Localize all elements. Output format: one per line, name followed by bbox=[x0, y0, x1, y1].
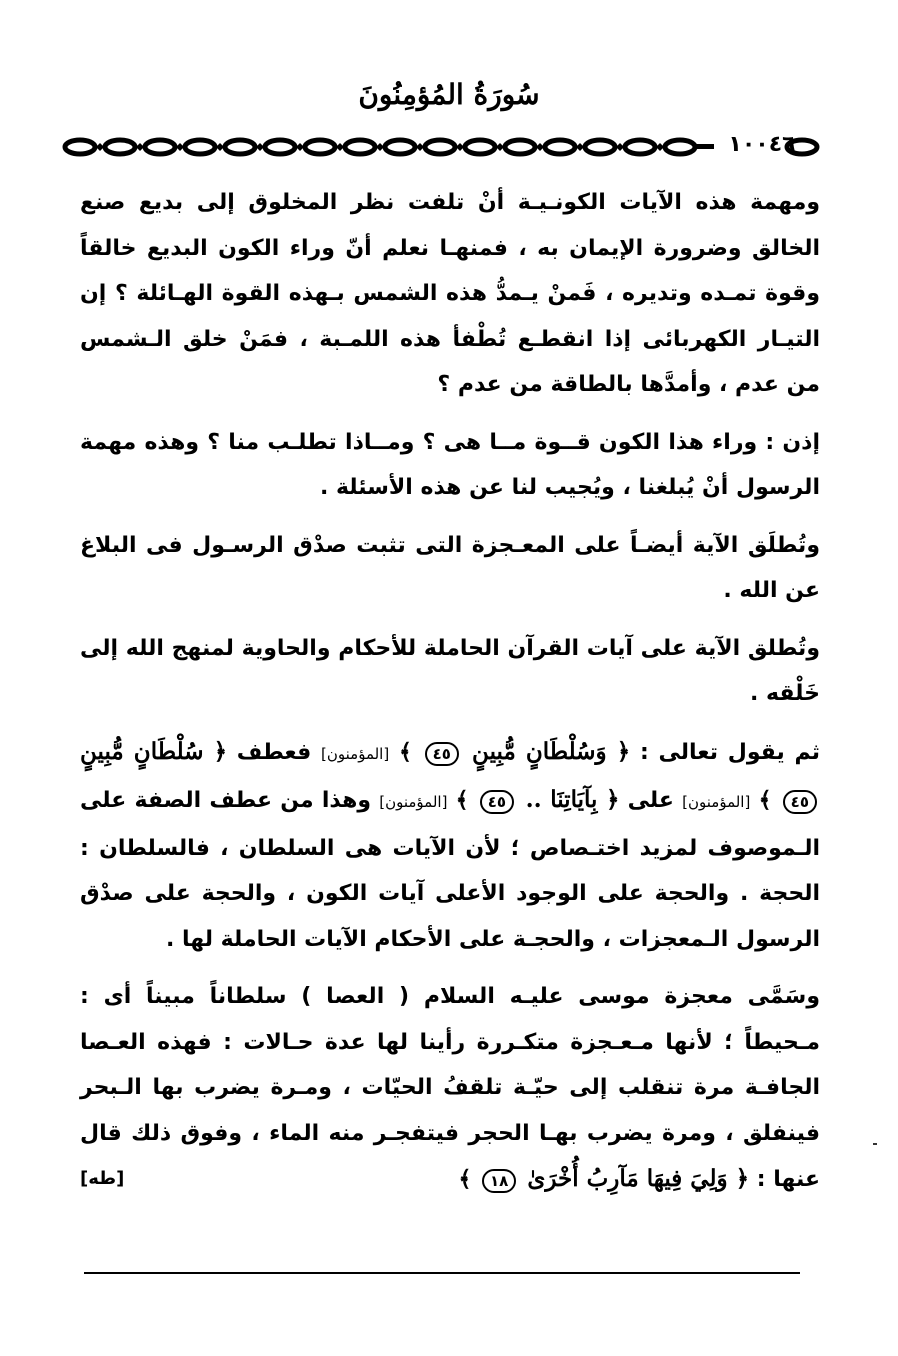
paragraph-2: إذن : وراء هذا الكون قــوة مــا هى ؟ ومــاذا تطلـب منا ؟ وهذه مهمة الرسول أنْ يُبلغنا ، ويُجيب لنا عن هذه الأسئلة . bbox=[80, 429, 820, 500]
verse-close-4: ﴾ bbox=[458, 1166, 480, 1192]
ayah-number-3: ٤٥ bbox=[480, 790, 514, 814]
paragraph-6-text: وسَمَّى معجزة موسى عليـه السلام ( العصا ) سلطاناً مبيناً أى : مـحيطاً ؛ لأنها مـعـجزة متكـررة رأينا لها عدة حـالات : فهذه العـصا الجافـة مرة تنقلب إلى حيّـة تلقفُ الحيّات ، ومـرة يضرب بها الـبحر فينفلق ، ومرة يضرب بهـا الحجر فيتفجـر منه الماء ، وفوق ذلك قال عنها : bbox=[80, 984, 820, 1192]
page-header bbox=[0, 0, 898, 170]
ayah-number-2: ٤٥ bbox=[783, 790, 817, 814]
paragraph-5 bbox=[80, 729, 820, 963]
verse-close-3: ﴾ bbox=[455, 787, 477, 813]
footer-rule bbox=[84, 1272, 800, 1274]
scan-speck bbox=[873, 1143, 877, 1145]
page-number: ١٠٠٤٦ bbox=[728, 132, 796, 157]
paragraph-5-mid-2: على bbox=[619, 788, 683, 813]
page-body bbox=[80, 180, 820, 1215]
paragraph-1: ومهمة هذه الآيات الكونـيـة أنْ تلفت نظر المخلوق إلى بديع صنع الخالق وضرورة الإيمان به ، فمنهـا نعلم أنّ وراء الكون البديع خالقاً وقوة تمـده وتديره ، فَمنْ يـمدُّ هذه الشمس بـهذه القوة الهـائلة ؟ إن التيـار الكهربائى إذا انقطـع تُطْفأ هذه اللمـبة ، فمَنْ خلق الـشمس من عدم ، وأمدَّها بالطاقة من عدم ؟ bbox=[80, 190, 820, 397]
paragraph-6 bbox=[80, 974, 820, 1203]
quran-verse-2: ﴿ سُلْطَانٍ مُّبِينٍ bbox=[80, 737, 228, 765]
ayah-number-1: ٤٥ bbox=[425, 742, 459, 766]
paragraph-5-intro: ثم يقول تعالى : bbox=[630, 739, 820, 765]
quran-verse-1: ﴿ وَسُلْطَانٍ مُّبِينٍ bbox=[461, 737, 631, 765]
ayah-number-4: ١٨ bbox=[482, 1169, 516, 1193]
paragraph-5-rest: وهذا من عطف الصفة على الـموصوف لمزيد اختـصاص ؛ لأن الآيات هى السلطان ، فالسلطان : الحجة . والحجة على الوجود الأعلى آيات الكون ، والحجة على صدْق الرسول الـمعجزات ، والحجـة على الأحكام الآيات الحاملة لها . bbox=[80, 788, 820, 952]
verse-close-1: ﴾ bbox=[398, 738, 422, 765]
surah-title: سُورَةُ المُؤمِنُونَ bbox=[358, 78, 540, 111]
paragraph-5-mid-1: فعطف bbox=[227, 739, 322, 765]
surah-reference-taha: [طه] bbox=[80, 1168, 125, 1189]
surah-reference-2: [المؤمنون] bbox=[682, 793, 751, 811]
paragraph-3: وتُطلَق الآية أيضـاً على المعـجزة التى تثبت صدْق الرسـول فى البلاغ عن الله . bbox=[80, 532, 820, 603]
verse-close-2: ﴾ bbox=[758, 787, 780, 813]
quran-verse-3: ﴿ بِآيَاتِنَا .. bbox=[517, 786, 620, 813]
paragraph-4: وتُطلق الآية على آيات القرآن الحاملة للأحكام والحاوية لمنهج الله إلى خَلْقه . bbox=[80, 635, 820, 706]
surah-reference-1: [المؤمنون] bbox=[321, 744, 390, 763]
surah-reference-3: [المؤمنون] bbox=[379, 793, 448, 811]
quran-verse-4: ﴿ وَلِيَ فِيهَا مَآرِبُ أُخْرَىٰ bbox=[519, 1165, 750, 1192]
